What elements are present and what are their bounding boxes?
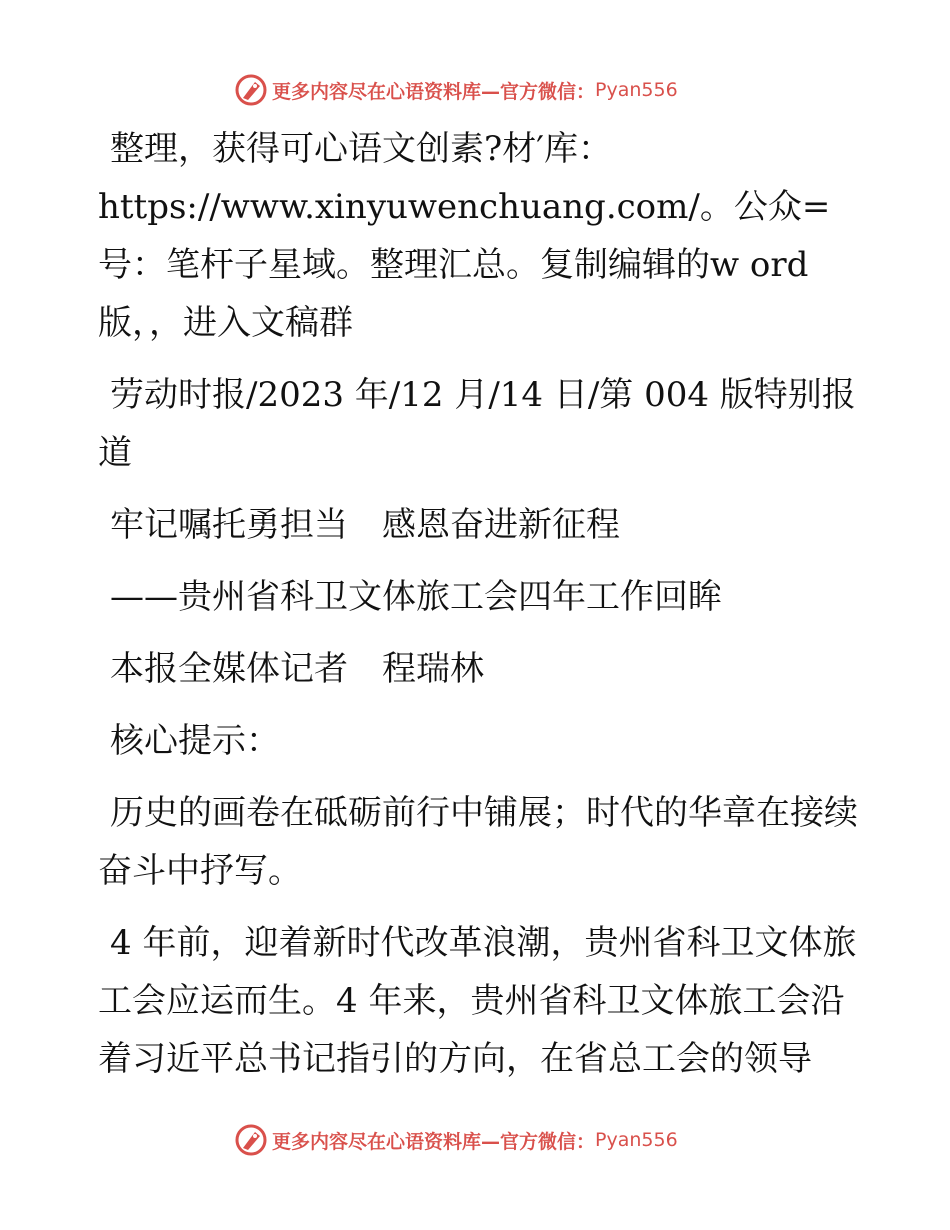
- pen-nib-logo-icon: [234, 73, 268, 107]
- article-subtitle: ——贵州省科卫文体旅工会四年工作回眸: [110, 577, 722, 617]
- key-points-heading: 核心提示：: [110, 721, 280, 761]
- watermark-text: 更多内容尽在心语资料库—官方微信：: [272, 1130, 596, 1153]
- footer-watermark: [234, 1120, 678, 1160]
- watermark-account: Pyan556: [595, 79, 678, 101]
- header-watermark: [234, 70, 678, 110]
- body-paragraph: 历史的画卷在砥砺前行中铺展；时代的华章在接续奋斗中抒写。: [98, 793, 858, 891]
- byline: 本报全媒体记者 程瑞林: [110, 649, 484, 689]
- document-body: [98, 120, 858, 1088]
- source-line: 劳动时报/2023 年/12 月/14 日/第 004 版特别报道: [98, 375, 856, 473]
- watermark-account: Pyan556: [595, 1129, 678, 1151]
- intro-paragraph: 整理，获得可心语文创素?材′库：https://www.xinyuwenchuang.com/。公众=号：笔杆子星域。整理汇总。复制编辑的w ord版，，进入文稿群: [98, 129, 831, 343]
- body-paragraph: 4 年前，迎着新时代改革浪潮，贵州省科卫文体旅工会应运而生。4 年来，贵州省科卫文体旅工会沿着习近平总书记指引的方向，在省总工会的领导: [98, 923, 857, 1079]
- pen-nib-logo-icon: [234, 1123, 268, 1157]
- watermark-text: 更多内容尽在心语资料库—官方微信：: [272, 80, 596, 103]
- article-title: 牢记嘱托勇担当 感恩奋进新征程: [110, 505, 620, 545]
